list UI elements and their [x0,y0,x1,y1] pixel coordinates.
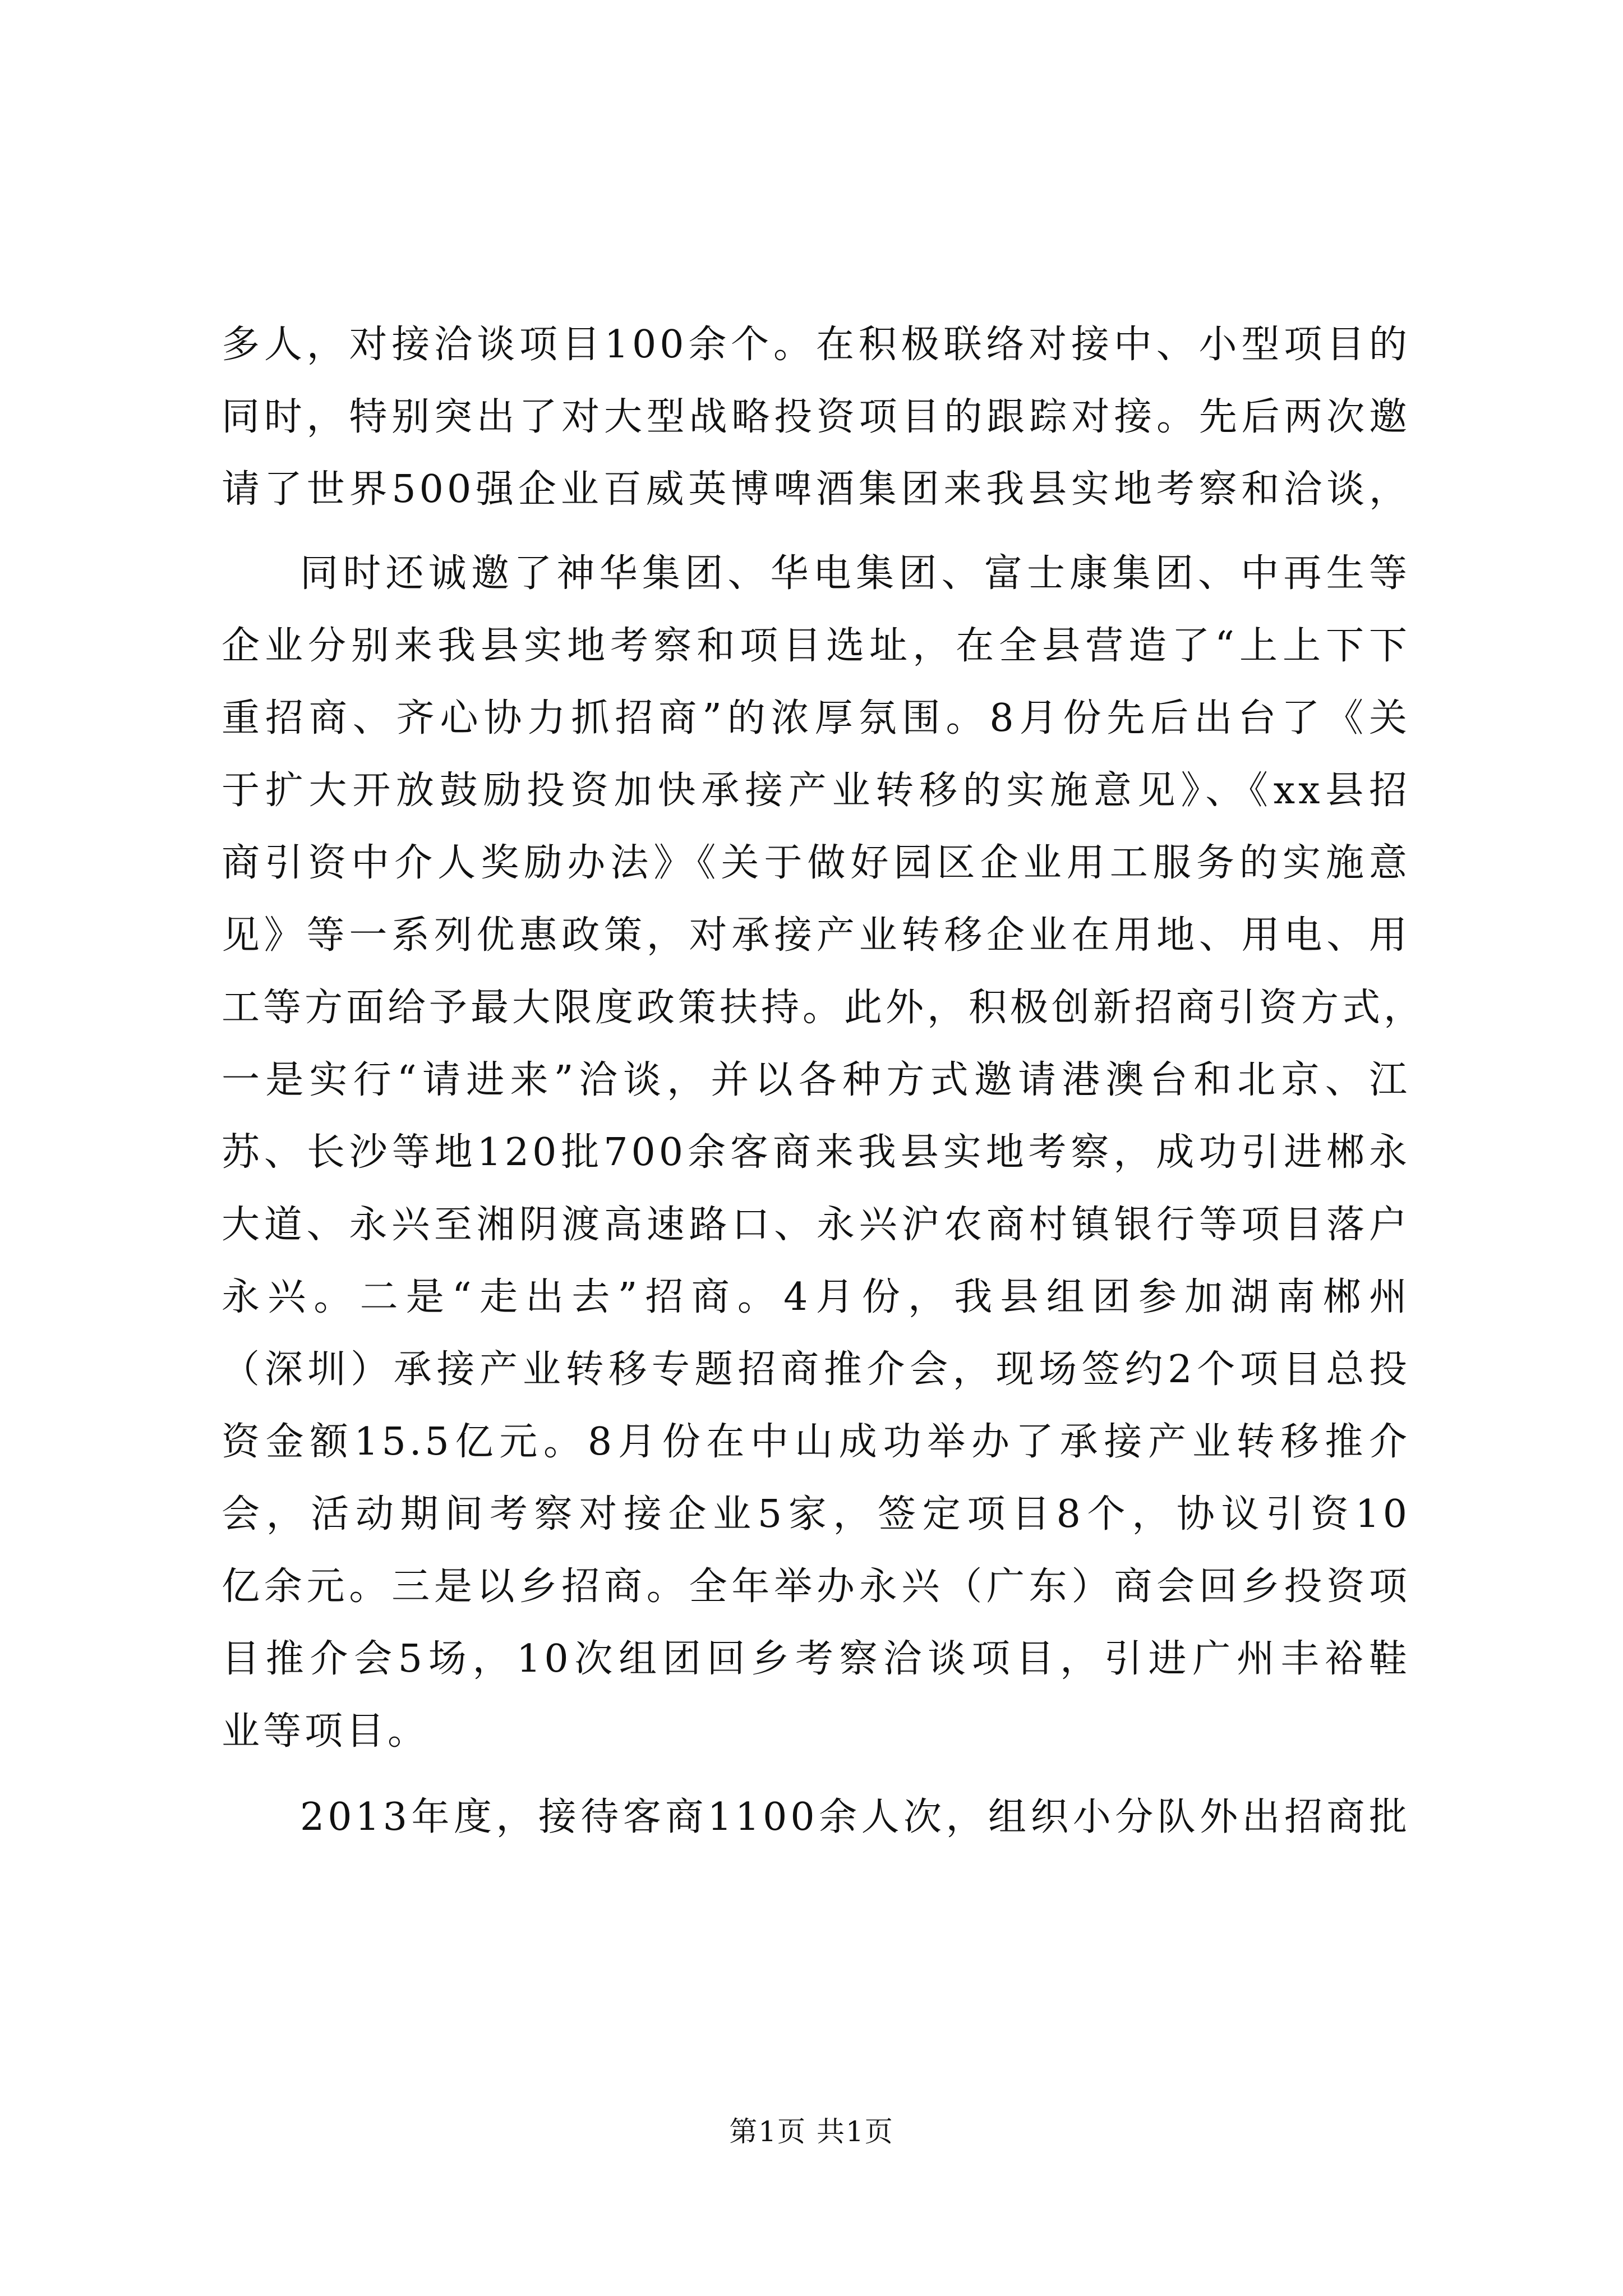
body-text-line: 于扩大开放鼓励投资加快承接产业转移的实施意见》、《xx县招 [222,769,1410,813]
body-text-line: 企业分别来我县实地考察和项目选址，在全县营造了“上上下下 [222,624,1410,668]
body-text-line: 请了世界500强企业百威英博啤酒集团来我县实地考察和洽谈， [222,467,1410,512]
paragraph-first-line: 2013年度，接待客商1100余人次，组织小分队外出招商批 [300,1795,1410,1839]
body-text-line: 一是实行“请进来”洽谈，并以各种方式邀请港澳台和北京、江 [222,1058,1410,1102]
body-text-line: 见》等一系列优惠政策，对承接产业转移企业在用地、用电、用 [222,913,1410,958]
body-text-line: （深圳）承接产业转移专题招商推介会，现场签约2个项目总投 [222,1347,1410,1392]
body-text-line: 工等方面给予最大限度政策扶持。此外，积极创新招商引资方式， [222,986,1426,1030]
body-text-line: 目推介会5场，10次组团回乡考察洽谈项目，引进广州丰裕鞋 [222,1637,1410,1681]
paragraph-first-line: 同时还诚邀了神华集团、华电集团、富士康集团、中再生等 [300,551,1410,596]
body-text-line: 商引资中介人奖励办法》《关于做好园区企业用工服务的实施意 [222,841,1410,885]
body-text-line: 苏、长沙等地120批700余客商来我县实地考察，成功引进郴永 [222,1130,1410,1175]
paragraph-last-line: 业等项目。 [222,1709,430,1754]
body-text-line: 永兴。二是“走出去”招商。4月份，我县组团参加湖南郴州 [222,1275,1410,1319]
body-text-line: 多人，对接洽谈项目100余个。在积极联络对接中、小型项目的 [222,323,1410,367]
body-text-line: 会，活动期间考察对接企业5家，签定项目8个，协议引资10 [222,1492,1410,1536]
body-text-line: 亿余元。三是以乡招商。全年举办永兴（广东）商会回乡投资项 [222,1565,1410,1609]
body-text-line: 资金额15.5亿元。8月份在中山成功举办了承接产业转移推介 [222,1420,1410,1464]
body-text-line: 同时，特别突出了对大型战略投资项目的跟踪对接。先后两次邀 [222,395,1410,439]
body-text-line: 大道、永兴至湘阴渡高速路口、永兴沪农商村镇银行等项目落户 [222,1203,1410,1247]
body-text-line: 重招商、齐心协力抓招商”的浓厚氛围。8月份先后出台了《关 [222,696,1410,740]
page-footer: 第1页 共1页 [729,2115,894,2148]
